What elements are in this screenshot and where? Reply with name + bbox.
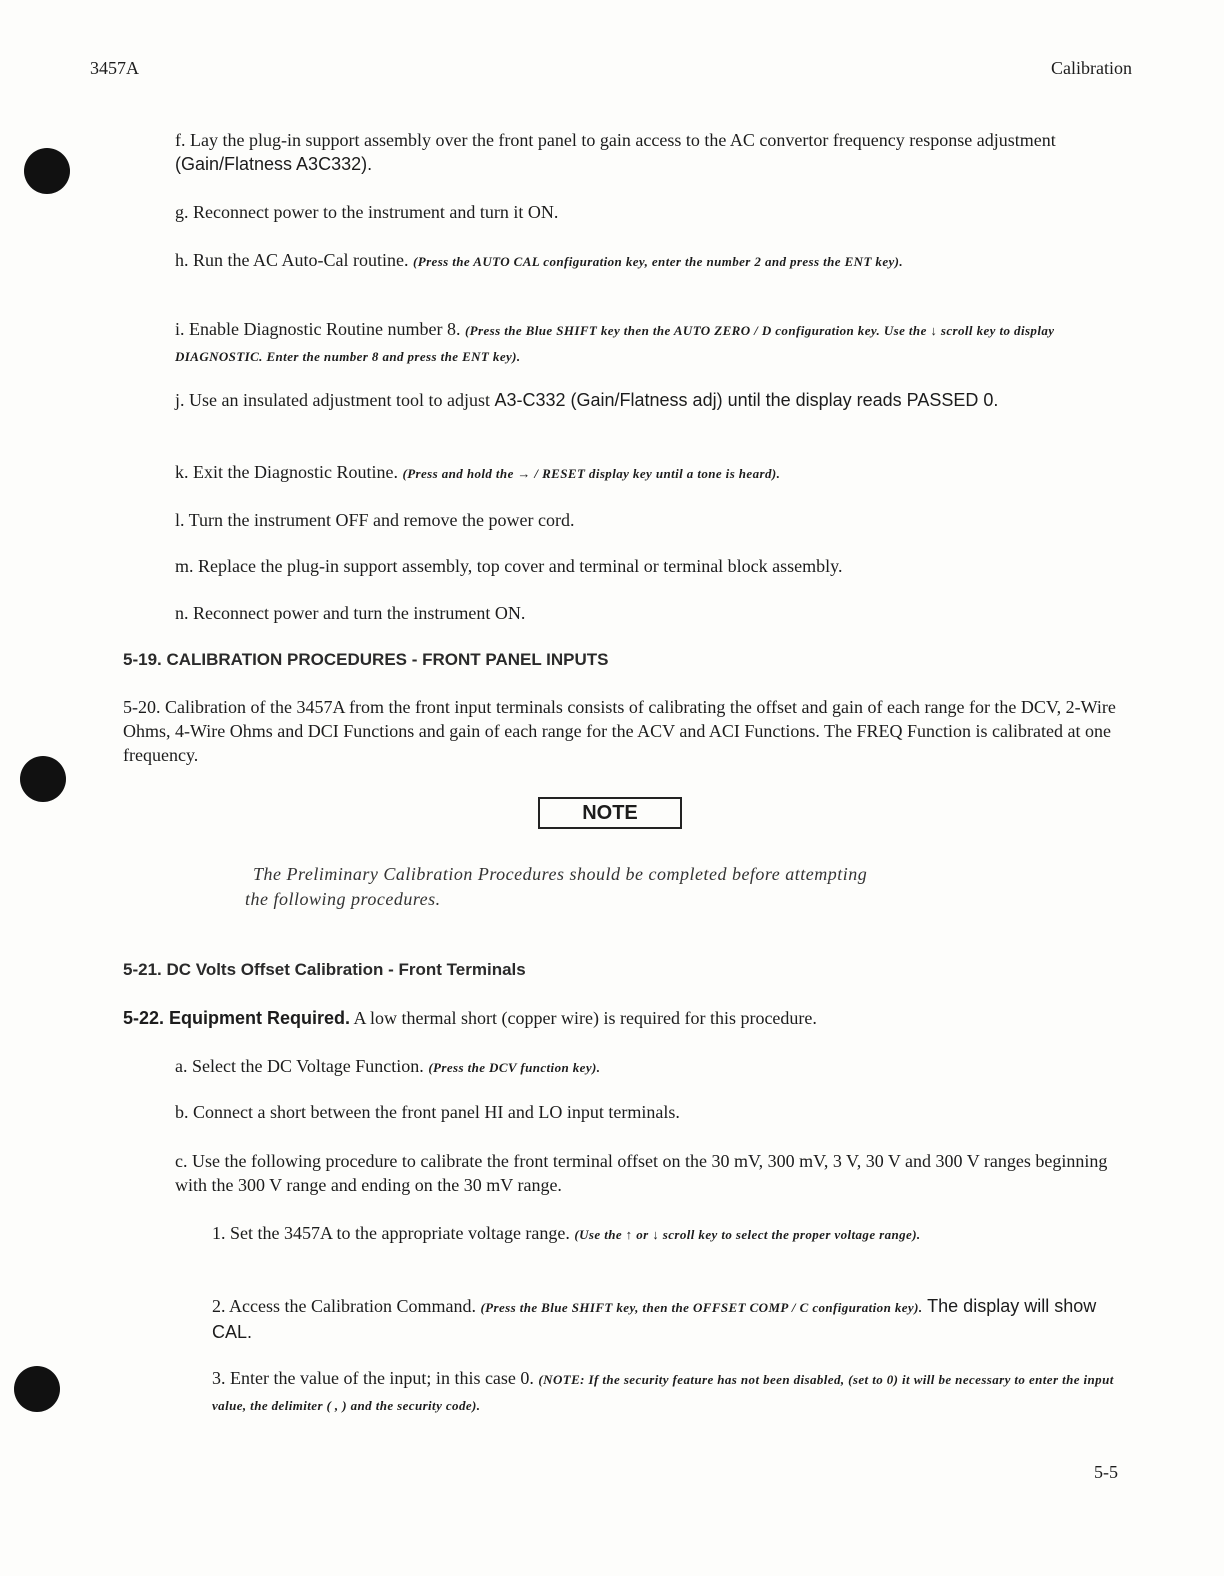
step-i: i. Enable Diagnostic Routine number 8. (Press the Blue SHIFT key then the AUTO ZERO / D configuration key. Use the ↓ scroll key to display DIAGNOSTIC. Enter the number 8 and press the ENT key). (175, 319, 1055, 364)
substep-2: 2. Access the Calibration Command. (Press the Blue SHIFT key, then the OFFSET COMP / C configuration key). The display will show CAL. (212, 1296, 1097, 1342)
section-heading-5-21: 5-21. DC Volts Offset Calibration - Front Terminals (123, 960, 526, 979)
binder-hole-bottom (14, 1366, 60, 1412)
step-n: n. Reconnect power and turn the instrument ON. (175, 603, 526, 623)
binder-hole-top (24, 148, 70, 194)
step-h: h. Run the AC Auto-Cal routine. (Press the AUTO CAL configuration key, enter the number 2 and press the ENT key). (175, 250, 904, 270)
step-k: k. Exit the Diagnostic Routine. (Press and hold the → / RESET display key until a tone is heard). (175, 462, 781, 482)
binder-hole-middle (20, 756, 66, 802)
model-number: 3457A (90, 58, 139, 78)
paragraph-5-20: 5-20. Calibration of the 3457A from the front input terminals consists of calibrating the offset and gain of each range for the DCV, 2-Wire Ohms, 4-Wire Ohms and DCI Functions and gain of each range for the ACV and ACI Functions. The FREQ Function is calibrated at one frequency. (123, 697, 1116, 765)
step-a: a. Select the DC Voltage Function. (Press the DCV function key). (175, 1056, 601, 1076)
step-j: j. Use an insulated adjustment tool to adjust A3-C332 (Gain/Flatness adj) until the display reads PASSED 0. (175, 390, 999, 410)
step-m: m. Replace the plug-in support assembly, top cover and terminal or terminal block assembly. (175, 556, 843, 576)
step-g: g. Reconnect power to the instrument and turn it ON. (175, 202, 559, 222)
page-number: 5-5 (1094, 1462, 1118, 1482)
substep-1: 1. Set the 3457A to the appropriate voltage range. (Use the ↑ or ↓ scroll key to select the proper voltage range). (212, 1223, 921, 1243)
note-text: The Preliminary Calibration Procedures should be completed before attempting the following procedures. (245, 864, 868, 909)
paragraph-5-22: 5-22. Equipment Required. A low thermal short (copper wire) is required for this procedure. (123, 1008, 817, 1028)
section-title: Calibration (1051, 58, 1132, 78)
step-c: c. Use the following procedure to calibrate the front terminal offset on the 30 mV, 300 mV, 3 V, 30 V and 300 V ranges beginning with the 300 V range and ending on the 30 mV range. (175, 1151, 1108, 1195)
step-b: b. Connect a short between the front panel HI and LO input terminals. (175, 1102, 680, 1122)
section-heading-5-19: 5-19. CALIBRATION PROCEDURES - FRONT PANEL INPUTS (123, 650, 609, 669)
substep-3: 3. Enter the value of the input; in this case 0. (NOTE: If the security feature has not been disabled, (set to 0) it will be necessary to enter the input value, the delimiter ( , ) and the security code). (212, 1368, 1114, 1413)
step-l: l. Turn the instrument OFF and remove the power cord. (175, 510, 575, 530)
note-label: NOTE (538, 797, 682, 829)
step-f: f. Lay the plug-in support assembly over the front panel to gain access to the AC convertor frequency response adjustment (Gain/Flatness A3C332). (175, 130, 1056, 174)
